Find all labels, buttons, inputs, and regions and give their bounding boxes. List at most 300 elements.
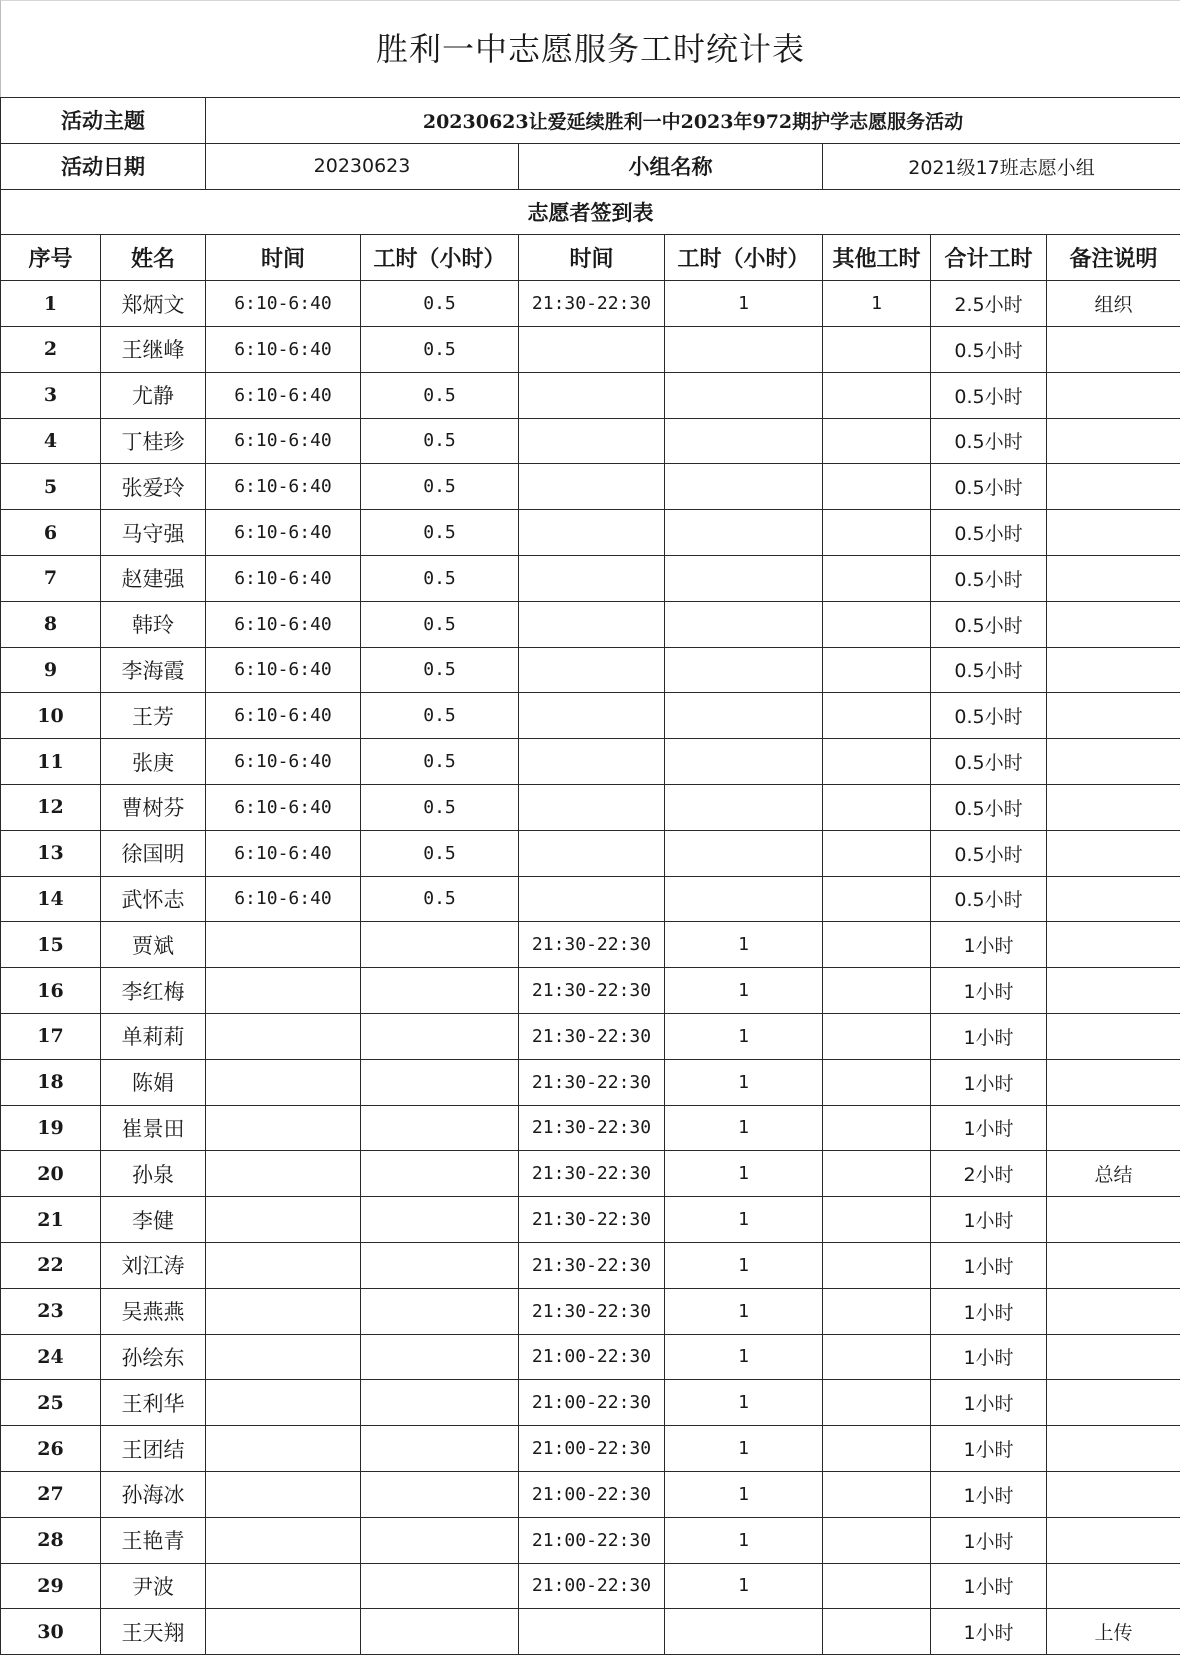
cell-hours-morning: [361, 1471, 519, 1517]
table-row: [1, 1059, 1180, 1105]
cell-other-hours: [823, 510, 931, 556]
cell-time-morning: 6:10-6:40: [206, 555, 361, 601]
group-label: 小组名称: [519, 143, 823, 189]
cell-time-evening: [519, 830, 665, 876]
cell-hours-morning: 0.5: [361, 601, 519, 647]
header-total-hours: 合计工时: [931, 235, 1047, 281]
cell-name: 张爱玲: [101, 464, 206, 510]
cell-total-hours: 0.5小时: [931, 464, 1047, 510]
cell-hours-morning: [361, 1013, 519, 1059]
cell-total-hours: 1小时: [931, 1426, 1047, 1472]
table-row: [1, 922, 1180, 968]
date-label: 活动日期: [1, 143, 206, 189]
cell-time-morning: 6:10-6:40: [206, 693, 361, 739]
table-row: [1, 830, 1180, 876]
cell-hours-evening: 1: [665, 281, 823, 327]
cell-hours-evening: [665, 693, 823, 739]
cell-time-morning: 6:10-6:40: [206, 281, 361, 327]
cell-hours-evening: 1: [665, 1059, 823, 1105]
cell-remarks: [1047, 1013, 1180, 1059]
cell-time-morning: [206, 1197, 361, 1243]
cell-hours-evening: [665, 830, 823, 876]
cell-time-evening: [519, 876, 665, 922]
cell-index: 16: [1, 968, 101, 1014]
cell-name: 李红梅: [101, 968, 206, 1014]
cell-time-evening: 21:30-22:30: [519, 1059, 665, 1105]
cell-total-hours: 2小时: [931, 1151, 1047, 1197]
cell-name: 马守强: [101, 510, 206, 556]
cell-other-hours: [823, 968, 931, 1014]
cell-total-hours: 0.5小时: [931, 555, 1047, 601]
cell-name: 单莉莉: [101, 1013, 206, 1059]
cell-hours-morning: 0.5: [361, 464, 519, 510]
group-value: 2021级17班志愿小组: [823, 143, 1180, 189]
cell-total-hours: 1小时: [931, 1471, 1047, 1517]
cell-remarks: [1047, 418, 1180, 464]
table-row: [1, 876, 1180, 922]
cell-hours-morning: 0.5: [361, 326, 519, 372]
cell-remarks: [1047, 693, 1180, 739]
cell-index: 7: [1, 555, 101, 601]
cell-total-hours: 1小时: [931, 1013, 1047, 1059]
table-row: [1, 1426, 1180, 1472]
cell-hours-evening: 1: [665, 1288, 823, 1334]
cell-time-morning: [206, 1242, 361, 1288]
cell-time-evening: 21:30-22:30: [519, 281, 665, 327]
cell-remarks: [1047, 372, 1180, 418]
cell-total-hours: 0.5小时: [931, 876, 1047, 922]
cell-time-morning: [206, 922, 361, 968]
cell-total-hours: 0.5小时: [931, 601, 1047, 647]
table-row: [1, 647, 1180, 693]
cell-time-morning: [206, 1334, 361, 1380]
cell-name: 王天翔: [101, 1609, 206, 1655]
cell-time-morning: 6:10-6:40: [206, 418, 361, 464]
cell-hours-morning: [361, 1059, 519, 1105]
cell-remarks: [1047, 1334, 1180, 1380]
cell-time-morning: [206, 1563, 361, 1609]
cell-index: 27: [1, 1471, 101, 1517]
cell-hours-morning: [361, 1197, 519, 1243]
cell-total-hours: 1小时: [931, 1288, 1047, 1334]
cell-total-hours: 1小时: [931, 1059, 1047, 1105]
cell-time-morning: 6:10-6:40: [206, 876, 361, 922]
cell-remarks: [1047, 1517, 1180, 1563]
cell-total-hours: 1小时: [931, 1105, 1047, 1151]
cell-name: 刘江涛: [101, 1242, 206, 1288]
table-row: [1, 1197, 1180, 1243]
cell-hours-evening: 1: [665, 1151, 823, 1197]
table-row: [1, 1609, 1180, 1655]
header-hours-evening: 工时（小时）: [665, 235, 823, 281]
cell-hours-evening: 1: [665, 1105, 823, 1151]
table-row: [1, 1105, 1180, 1151]
cell-time-morning: [206, 1151, 361, 1197]
cell-other-hours: [823, 601, 931, 647]
cell-name: 崔景田: [101, 1105, 206, 1151]
cell-other-hours: [823, 1426, 931, 1472]
cell-time-evening: 21:30-22:30: [519, 968, 665, 1014]
cell-total-hours: 1小时: [931, 922, 1047, 968]
cell-index: 13: [1, 830, 101, 876]
signin-title: 志愿者签到表: [1, 189, 1180, 235]
cell-index: 20: [1, 1151, 101, 1197]
cell-name: 王继峰: [101, 326, 206, 372]
cell-hours-evening: 1: [665, 1517, 823, 1563]
hours-table: [0, 97, 1180, 1655]
cell-other-hours: [823, 1059, 931, 1105]
cell-hours-morning: [361, 1105, 519, 1151]
cell-time-morning: 6:10-6:40: [206, 830, 361, 876]
signin-title-row: [1, 189, 1180, 235]
cell-hours-morning: [361, 1563, 519, 1609]
cell-remarks: [1047, 968, 1180, 1014]
cell-other-hours: [823, 1380, 931, 1426]
cell-hours-evening: [665, 510, 823, 556]
cell-remarks: [1047, 739, 1180, 785]
cell-time-morning: [206, 1426, 361, 1472]
document-title: 胜利一中志愿服务工时统计表: [0, 0, 1180, 97]
cell-time-morning: 6:10-6:40: [206, 464, 361, 510]
cell-total-hours: 1小时: [931, 1609, 1047, 1655]
cell-remarks: [1047, 922, 1180, 968]
cell-time-morning: [206, 968, 361, 1014]
cell-time-evening: 21:30-22:30: [519, 1288, 665, 1334]
cell-time-evening: [519, 555, 665, 601]
cell-index: 2: [1, 326, 101, 372]
cell-hours-morning: [361, 1426, 519, 1472]
theme-value: 20230623让爱延续胜利一中2023年972期护学志愿服务活动: [206, 98, 1180, 144]
table-row: [1, 1242, 1180, 1288]
cell-hours-evening: 1: [665, 922, 823, 968]
table-row: [1, 326, 1180, 372]
cell-total-hours: 1小时: [931, 1517, 1047, 1563]
cell-time-morning: 6:10-6:40: [206, 510, 361, 556]
cell-hours-evening: 1: [665, 1426, 823, 1472]
cell-time-morning: 6:10-6:40: [206, 372, 361, 418]
cell-hours-morning: 0.5: [361, 693, 519, 739]
cell-hours-morning: 0.5: [361, 739, 519, 785]
cell-name: 孙绘东: [101, 1334, 206, 1380]
cell-time-evening: 21:00-22:30: [519, 1426, 665, 1472]
cell-remarks: [1047, 1380, 1180, 1426]
table-row: [1, 1517, 1180, 1563]
cell-total-hours: 0.5小时: [931, 418, 1047, 464]
table-row: [1, 1151, 1180, 1197]
cell-other-hours: [823, 1197, 931, 1243]
cell-index: 9: [1, 647, 101, 693]
cell-index: 4: [1, 418, 101, 464]
cell-hours-morning: [361, 1517, 519, 1563]
cell-total-hours: 1小时: [931, 1563, 1047, 1609]
cell-hours-morning: 0.5: [361, 784, 519, 830]
cell-total-hours: 1小时: [931, 1334, 1047, 1380]
cell-time-evening: 21:00-22:30: [519, 1334, 665, 1380]
table-row: [1, 1334, 1180, 1380]
cell-name: 贾斌: [101, 922, 206, 968]
cell-remarks: [1047, 647, 1180, 693]
table-row: [1, 1380, 1180, 1426]
cell-time-evening: [519, 1609, 665, 1655]
cell-index: 6: [1, 510, 101, 556]
cell-index: 22: [1, 1242, 101, 1288]
cell-hours-morning: 0.5: [361, 555, 519, 601]
cell-index: 11: [1, 739, 101, 785]
cell-remarks: 总结: [1047, 1151, 1180, 1197]
cell-hours-evening: 1: [665, 1197, 823, 1243]
table-row: [1, 693, 1180, 739]
cell-other-hours: [823, 1563, 931, 1609]
cell-hours-morning: 0.5: [361, 830, 519, 876]
column-header-row: [1, 235, 1180, 281]
table-row: [1, 968, 1180, 1014]
cell-other-hours: 1: [823, 281, 931, 327]
cell-hours-evening: 1: [665, 1334, 823, 1380]
cell-other-hours: [823, 693, 931, 739]
cell-time-evening: [519, 418, 665, 464]
cell-remarks: [1047, 464, 1180, 510]
cell-total-hours: 0.5小时: [931, 739, 1047, 785]
cell-name: 王芳: [101, 693, 206, 739]
cell-index: 8: [1, 601, 101, 647]
theme-row: [1, 98, 1180, 144]
cell-total-hours: 1小时: [931, 1242, 1047, 1288]
table-row: [1, 1563, 1180, 1609]
cell-name: 郑炳文: [101, 281, 206, 327]
cell-name: 尹波: [101, 1563, 206, 1609]
cell-total-hours: 0.5小时: [931, 830, 1047, 876]
cell-time-morning: 6:10-6:40: [206, 784, 361, 830]
cell-name: 赵建强: [101, 555, 206, 601]
cell-time-evening: 21:30-22:30: [519, 1242, 665, 1288]
header-name: 姓名: [101, 235, 206, 281]
cell-hours-evening: [665, 647, 823, 693]
cell-remarks: [1047, 601, 1180, 647]
cell-name: 武怀志: [101, 876, 206, 922]
cell-index: 25: [1, 1380, 101, 1426]
cell-index: 28: [1, 1517, 101, 1563]
cell-other-hours: [823, 784, 931, 830]
cell-total-hours: 0.5小时: [931, 510, 1047, 556]
table-row: [1, 1288, 1180, 1334]
cell-hours-morning: [361, 968, 519, 1014]
cell-time-evening: 21:30-22:30: [519, 1151, 665, 1197]
cell-time-evening: 21:00-22:30: [519, 1471, 665, 1517]
cell-index: 15: [1, 922, 101, 968]
table-row: [1, 601, 1180, 647]
cell-hours-evening: 1: [665, 1013, 823, 1059]
cell-name: 王团结: [101, 1426, 206, 1472]
table-row: [1, 372, 1180, 418]
cell-remarks: [1047, 1563, 1180, 1609]
cell-other-hours: [823, 372, 931, 418]
cell-index: 5: [1, 464, 101, 510]
cell-name: 王艳青: [101, 1517, 206, 1563]
cell-remarks: [1047, 1426, 1180, 1472]
cell-hours-morning: 0.5: [361, 510, 519, 556]
cell-time-morning: 6:10-6:40: [206, 739, 361, 785]
cell-other-hours: [823, 1609, 931, 1655]
cell-hours-morning: [361, 1380, 519, 1426]
header-time-morning: 时间: [206, 235, 361, 281]
cell-other-hours: [823, 647, 931, 693]
cell-hours-morning: [361, 1288, 519, 1334]
header-other-hours: 其他工时: [823, 235, 931, 281]
cell-hours-evening: 1: [665, 968, 823, 1014]
cell-other-hours: [823, 739, 931, 785]
cell-total-hours: 1小时: [931, 1380, 1047, 1426]
cell-remarks: [1047, 555, 1180, 601]
cell-hours-morning: [361, 1609, 519, 1655]
cell-time-evening: [519, 326, 665, 372]
cell-remarks: [1047, 1288, 1180, 1334]
cell-hours-evening: [665, 464, 823, 510]
cell-other-hours: [823, 555, 931, 601]
cell-other-hours: [823, 326, 931, 372]
cell-time-morning: [206, 1517, 361, 1563]
cell-time-evening: 21:30-22:30: [519, 1013, 665, 1059]
cell-name: 丁桂珍: [101, 418, 206, 464]
cell-hours-evening: [665, 601, 823, 647]
header-index: 序号: [1, 235, 101, 281]
cell-hours-evening: [665, 555, 823, 601]
cell-time-evening: [519, 510, 665, 556]
cell-name: 王利华: [101, 1380, 206, 1426]
cell-remarks: 上传: [1047, 1609, 1180, 1655]
cell-name: 尤静: [101, 372, 206, 418]
cell-hours-evening: [665, 784, 823, 830]
cell-remarks: [1047, 1242, 1180, 1288]
cell-other-hours: [823, 1242, 931, 1288]
header-time-evening: 时间: [519, 235, 665, 281]
table-row: [1, 281, 1180, 327]
cell-other-hours: [823, 1105, 931, 1151]
cell-other-hours: [823, 876, 931, 922]
cell-index: 19: [1, 1105, 101, 1151]
table-row: [1, 418, 1180, 464]
cell-other-hours: [823, 1334, 931, 1380]
header-hours-morning: 工时（小时）: [361, 235, 519, 281]
cell-time-evening: 21:30-22:30: [519, 1197, 665, 1243]
cell-hours-morning: [361, 1151, 519, 1197]
cell-total-hours: 0.5小时: [931, 372, 1047, 418]
cell-remarks: 组织: [1047, 281, 1180, 327]
cell-remarks: [1047, 326, 1180, 372]
cell-hours-evening: [665, 1609, 823, 1655]
cell-time-morning: 6:10-6:40: [206, 647, 361, 693]
cell-index: 17: [1, 1013, 101, 1059]
cell-time-morning: 6:10-6:40: [206, 601, 361, 647]
cell-hours-morning: 0.5: [361, 418, 519, 464]
cell-remarks: [1047, 784, 1180, 830]
cell-other-hours: [823, 418, 931, 464]
table-row: [1, 784, 1180, 830]
cell-other-hours: [823, 1013, 931, 1059]
cell-name: 李健: [101, 1197, 206, 1243]
cell-hours-evening: [665, 876, 823, 922]
cell-time-evening: 21:00-22:30: [519, 1380, 665, 1426]
cell-name: 孙泉: [101, 1151, 206, 1197]
cell-hours-morning: 0.5: [361, 281, 519, 327]
cell-hours-morning: 0.5: [361, 876, 519, 922]
cell-total-hours: 1小时: [931, 1197, 1047, 1243]
cell-time-morning: [206, 1609, 361, 1655]
cell-time-morning: [206, 1471, 361, 1517]
table-row: [1, 1013, 1180, 1059]
cell-index: 26: [1, 1426, 101, 1472]
cell-total-hours: 2.5小时: [931, 281, 1047, 327]
cell-index: 14: [1, 876, 101, 922]
cell-hours-evening: 1: [665, 1242, 823, 1288]
cell-index: 21: [1, 1197, 101, 1243]
cell-index: 18: [1, 1059, 101, 1105]
table-row: [1, 1471, 1180, 1517]
cell-remarks: [1047, 1471, 1180, 1517]
cell-hours-morning: 0.5: [361, 647, 519, 693]
cell-time-evening: [519, 647, 665, 693]
table-row: [1, 510, 1180, 556]
cell-total-hours: 0.5小时: [931, 647, 1047, 693]
cell-time-evening: 21:00-22:30: [519, 1563, 665, 1609]
cell-index: 23: [1, 1288, 101, 1334]
cell-name: 徐国明: [101, 830, 206, 876]
header-remarks: 备注说明: [1047, 235, 1180, 281]
cell-total-hours: 1小时: [931, 968, 1047, 1014]
cell-remarks: [1047, 1059, 1180, 1105]
cell-hours-morning: [361, 1242, 519, 1288]
cell-hours-evening: 1: [665, 1563, 823, 1609]
date-group-row: [1, 143, 1180, 189]
cell-time-morning: [206, 1380, 361, 1426]
cell-name: 张庚: [101, 739, 206, 785]
cell-index: 29: [1, 1563, 101, 1609]
cell-time-evening: 21:30-22:30: [519, 1105, 665, 1151]
cell-time-morning: [206, 1288, 361, 1334]
cell-remarks: [1047, 830, 1180, 876]
cell-index: 3: [1, 372, 101, 418]
cell-hours-evening: [665, 739, 823, 785]
cell-name: 孙海冰: [101, 1471, 206, 1517]
cell-time-evening: 21:30-22:30: [519, 922, 665, 968]
cell-hours-evening: 1: [665, 1471, 823, 1517]
cell-total-hours: 0.5小时: [931, 326, 1047, 372]
cell-other-hours: [823, 1471, 931, 1517]
cell-hours-morning: 0.5: [361, 372, 519, 418]
cell-time-morning: [206, 1059, 361, 1105]
table-row: [1, 464, 1180, 510]
cell-name: 陈娟: [101, 1059, 206, 1105]
cell-name: 韩玲: [101, 601, 206, 647]
cell-time-evening: [519, 601, 665, 647]
cell-time-evening: [519, 464, 665, 510]
cell-time-evening: [519, 739, 665, 785]
cell-hours-evening: [665, 372, 823, 418]
cell-remarks: [1047, 876, 1180, 922]
cell-remarks: [1047, 1105, 1180, 1151]
cell-time-morning: [206, 1105, 361, 1151]
cell-time-evening: [519, 693, 665, 739]
cell-time-morning: [206, 1013, 361, 1059]
cell-name: 李海霞: [101, 647, 206, 693]
cell-other-hours: [823, 1151, 931, 1197]
cell-index: 24: [1, 1334, 101, 1380]
cell-remarks: [1047, 1197, 1180, 1243]
table-row: [1, 555, 1180, 601]
cell-index: 10: [1, 693, 101, 739]
cell-name: 吴燕燕: [101, 1288, 206, 1334]
cell-other-hours: [823, 830, 931, 876]
cell-index: 12: [1, 784, 101, 830]
